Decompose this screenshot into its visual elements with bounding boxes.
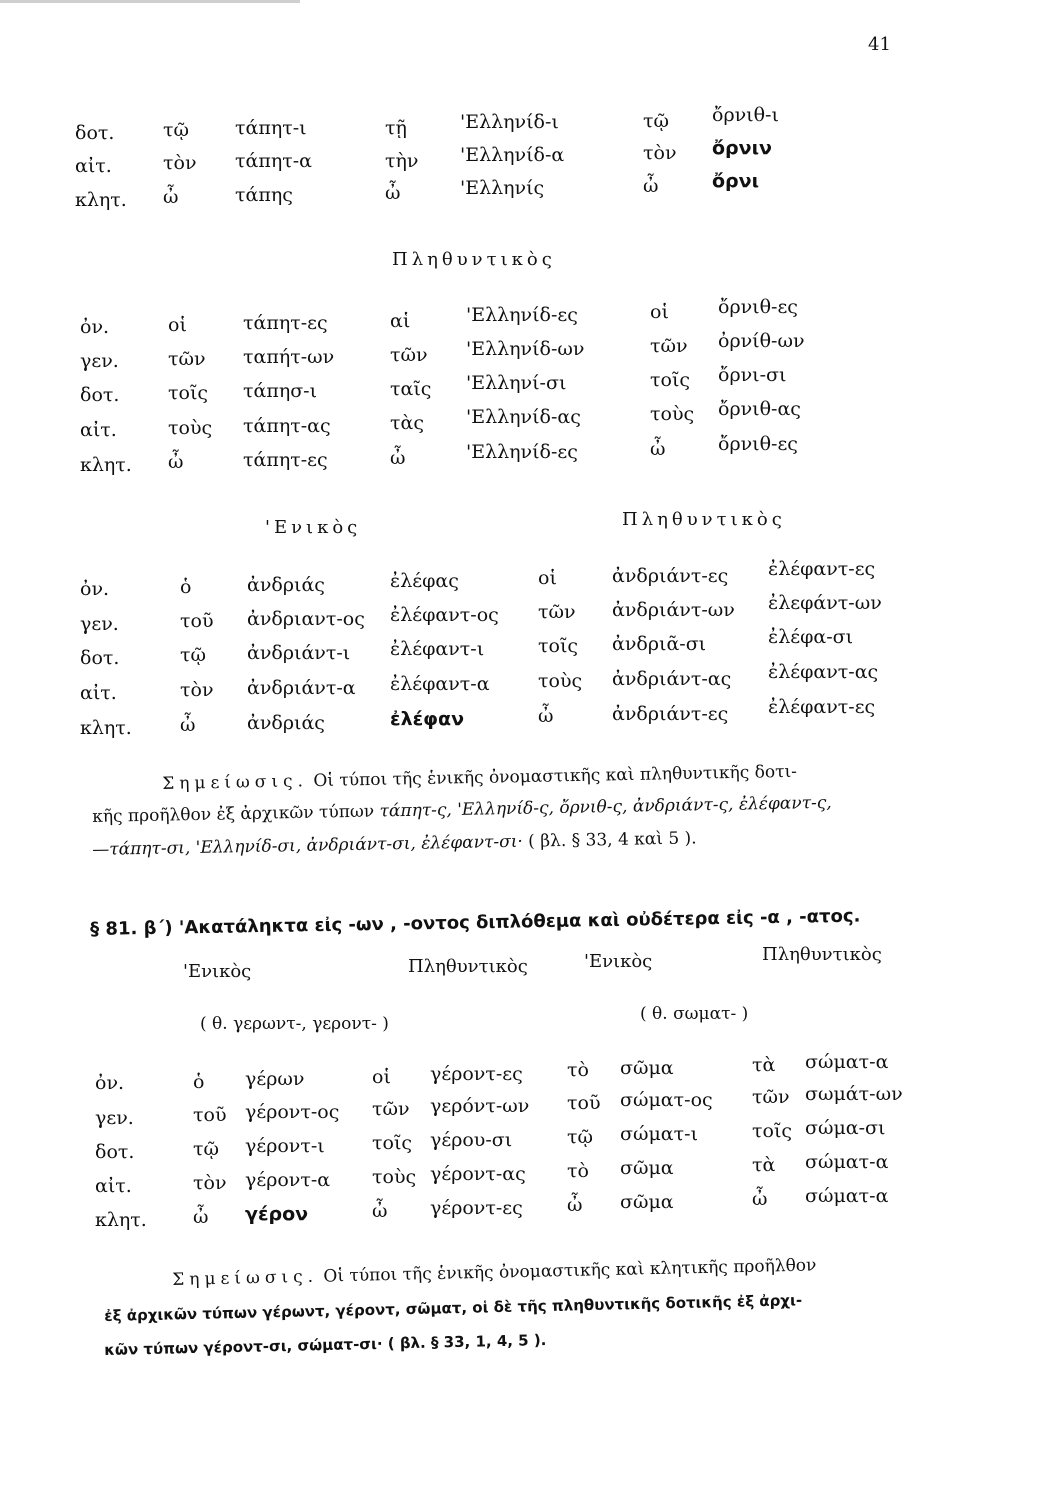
article: τῷ (163, 119, 190, 141)
singular-heading: 'Ενικὸς (584, 951, 653, 972)
form: ὄρνιθ-ες (718, 433, 798, 455)
form: 'Ελληνίδ-ες (466, 441, 578, 463)
form: 'Ελληνίδ-ι (460, 111, 559, 133)
note-label: Σημείωσις. (162, 771, 309, 794)
article: αἱ (390, 310, 411, 332)
case-label: γεν. (95, 1107, 134, 1129)
article: ὁ (193, 1071, 205, 1093)
form: ἐλέφαντ-α (390, 673, 490, 695)
form: ὄρνιθ-ι (712, 104, 779, 126)
form: 'Ελληνίδ-α (460, 144, 565, 166)
form: ἀνδριάντ-ι (247, 642, 351, 664)
form: ἀνδριάντ-ες (612, 703, 729, 725)
form: ὄρνι-σι (718, 364, 787, 386)
article: ὦ (163, 186, 179, 208)
form: ἀνδριάντ-ες (612, 565, 729, 587)
form: ἐλέφαντ-ι (390, 638, 485, 660)
form: ἐλέφαντ-ες (768, 696, 876, 718)
article: οἱ (168, 314, 187, 336)
case-label: δοτ. (75, 122, 115, 144)
article: τοὺς (538, 670, 583, 692)
form: 'Ελληνίς (460, 177, 545, 199)
form: ὄρνιθ-ας (718, 398, 801, 420)
plural-heading: Πληθυντικὸς (762, 944, 882, 965)
article: τοῦ (180, 610, 214, 632)
form: τάπητ-α (235, 150, 312, 172)
case-label: ὀν. (80, 316, 110, 338)
case-label: κλητ. (80, 454, 132, 476)
article: τοὺς (168, 417, 213, 439)
case-label: δοτ. (80, 384, 120, 406)
form: τάπητ-ες (243, 449, 328, 471)
case-label: δοτ. (80, 647, 120, 669)
form: γέρου-σι (430, 1129, 513, 1151)
case-label: κλητ. (95, 1209, 147, 1231)
article: τῷ (567, 1126, 594, 1148)
article: τῷ (643, 110, 670, 132)
article: ὦ (385, 182, 401, 204)
article: οἱ (538, 567, 557, 589)
form: τάπησ-ι (243, 380, 318, 402)
article: τὰ (752, 1154, 776, 1176)
form: σώματ-α (805, 1151, 889, 1173)
form: γέροντ-ες (430, 1063, 523, 1085)
article: ὦ (650, 438, 666, 460)
form: ὄρνιν (712, 137, 772, 159)
form: ἀνδριάντ-α (247, 677, 356, 699)
form: σῶμα (620, 1057, 674, 1079)
form: γερόντ-ων (430, 1095, 530, 1117)
article: τοῖς (538, 635, 579, 657)
form: ἀνδριαντ-ος (247, 608, 365, 630)
article: ὦ (168, 451, 184, 473)
case-label: ὀν. (95, 1072, 125, 1094)
form: 'Ελληνίδ-ων (466, 338, 585, 360)
form: γέροντ-ες (430, 1197, 523, 1219)
case-label: δοτ. (95, 1141, 135, 1163)
article: τῶν (390, 344, 428, 366)
note-text: ἐξ ἀρχικῶν τύπων γέρωντ, γέροντ, σῶματ, οἱ δὲ τῆς πληθυντικῆς δοτικῆς ἐξ ἀρχι- (104, 1291, 803, 1325)
form: ἀνδριᾶ-σι (612, 633, 707, 655)
form: γέρον (245, 1203, 309, 1225)
form: σῶμα (620, 1191, 674, 1213)
note-text: —τάπητ-σι, 'Ελληνίδ-σι, ἀνδριάντ-σι, ἐλέφαντ-σι· (92, 831, 523, 860)
article: ὦ (538, 705, 554, 727)
form: γέροντ-ι (245, 1135, 325, 1157)
form: 'Ελληνίδ-ες (466, 304, 578, 326)
note-text: τάπητ-ς, 'Ελληνίδ-ς, ὄρνιθ-ς, ἀνδριάντ-ς, ἐλέφαντ-ς, (379, 792, 832, 822)
note-text: κῶν τύπων γέροντ-σι, σώματ-σι· ( βλ. § 33, 1, 4, 5 ). (104, 1330, 547, 1359)
article: τὸν (180, 679, 214, 701)
article: τῶν (752, 1086, 790, 1108)
form: ἐλέφα-σι (768, 626, 854, 648)
case-label: γεν. (80, 350, 119, 372)
article: ὁ (180, 576, 192, 598)
article: τὰς (390, 412, 424, 434)
article: ὦ (567, 1194, 583, 1216)
case-label: κλητ. (75, 189, 127, 211)
article: τῶν (168, 348, 206, 370)
article: τοῖς (372, 1132, 413, 1154)
form: σῶμα (620, 1157, 674, 1179)
case-label: αἰτ. (80, 682, 117, 704)
form: ἐλεφάντ-ων (768, 592, 882, 614)
note-label: Σημείωσις. (172, 1266, 319, 1290)
article: τῶν (372, 1098, 410, 1120)
article: τὰ (752, 1054, 776, 1076)
form: τάπητ-ες (243, 312, 328, 334)
case-label: αἰτ. (80, 419, 117, 441)
stem-note: ( θ. σωματ- ) (640, 1004, 749, 1024)
note-text: κῆς προῆλθον ἐξ ἀρχικῶν τύπων (92, 801, 380, 827)
singular-heading: 'Ενικὸς (265, 517, 362, 538)
article: τὸ (567, 1160, 589, 1182)
case-label: γεν. (80, 613, 119, 635)
form: τάπητ-ι (235, 117, 307, 139)
form: τάπης (235, 184, 293, 206)
article: τοὺς (650, 403, 695, 425)
form: σωμάτ-ων (805, 1083, 903, 1105)
case-label: αἰτ. (95, 1175, 132, 1197)
article: τὸν (163, 152, 197, 174)
form: σώμα-σι (805, 1117, 886, 1139)
form: σώματ-α (805, 1051, 889, 1073)
article: τὸν (643, 142, 677, 164)
form: ὄρνιθ-ες (718, 296, 798, 318)
page-number: 41 (868, 34, 891, 55)
article: τῶν (538, 601, 576, 623)
section-heading: § 81. β΄) 'Ακατάληκτα εἰς -ων , -οντος διπλόθεμα καὶ οὐδέτερα εἰς -α , -ατος. (90, 905, 861, 940)
form: ταπήτ-ων (243, 346, 335, 368)
form: ἐλέφαντ-ας (768, 661, 879, 683)
article: τῷ (180, 644, 207, 666)
stem-note: ( θ. γερωντ-, γεροντ- ) (200, 1014, 389, 1034)
case-label: κλητ. (80, 717, 132, 739)
article: τοῖς (650, 369, 691, 391)
form: ἀνδριάντ-ας (612, 668, 732, 690)
article: ὦ (180, 714, 196, 736)
form: ἐλέφας (390, 570, 459, 592)
article: ὦ (390, 447, 406, 469)
article: τοῦ (567, 1092, 601, 1114)
case-label: ὀν. (80, 578, 110, 600)
form: γέροντ-ας (430, 1163, 526, 1185)
article: τοὺς (372, 1166, 417, 1188)
form: 'Ελληνί-σι (466, 372, 567, 394)
form: σώματ-α (805, 1185, 889, 1207)
plural-heading: Πληθυντικὸς (392, 249, 556, 270)
plural-heading: Πληθυντικὸς (622, 509, 786, 530)
article: ὦ (752, 1188, 768, 1210)
form: γέρων (245, 1068, 305, 1090)
form: ἀνδριάντ-ων (612, 599, 735, 621)
article: τῶν (650, 335, 688, 357)
note-text: ( βλ. § 33, 4 καὶ 5 ). (522, 828, 697, 852)
article: ὦ (193, 1206, 209, 1228)
form: τάπητ-ας (243, 415, 331, 437)
form: γέροντ-α (245, 1169, 331, 1191)
scan-edge-line (0, 0, 300, 3)
article: τῷ (193, 1138, 220, 1160)
form: 'Ελληνίδ-ας (466, 406, 581, 428)
form: ἀνδριάς (247, 712, 325, 734)
singular-heading: 'Ενικὸς (183, 961, 252, 982)
article: τὸν (193, 1172, 227, 1194)
article: ὦ (643, 175, 659, 197)
article: τοῖς (168, 382, 209, 404)
article: τοῦ (193, 1104, 227, 1126)
form: γέροντ-ος (245, 1101, 340, 1123)
article: ταῖς (390, 378, 432, 400)
form: ἐλέφαν (390, 708, 465, 730)
form: σώματ-ος (620, 1089, 713, 1111)
article: τοῖς (752, 1120, 793, 1142)
plural-heading: Πληθυντικὸς (408, 956, 528, 977)
article: τῇ (385, 117, 407, 139)
note-text: Οἱ τύποι τῆς ἑνικῆς ὀνομαστικῆς καὶ κλητικῆς προῆλθον (323, 1255, 817, 1287)
article: τὸ (567, 1059, 589, 1081)
form: ὄρνι (712, 170, 759, 192)
article: οἱ (372, 1066, 391, 1088)
case-label: αἰτ. (75, 155, 112, 177)
article: οἱ (650, 301, 669, 323)
form: σώματ-ι (620, 1123, 699, 1145)
form: ἀνδριάς (247, 574, 325, 596)
article: τὴν (385, 150, 419, 172)
form: ὀρνίθ-ων (718, 330, 805, 352)
form: ἐλέφαντ-ος (390, 604, 499, 626)
article: ὦ (372, 1200, 388, 1222)
form: ἐλέφαντ-ες (768, 558, 876, 580)
note-text: Οἱ τύποι τῆς ἑνικῆς ὀνομαστικῆς καὶ πληθυντικῆς δοτι- (313, 761, 798, 792)
